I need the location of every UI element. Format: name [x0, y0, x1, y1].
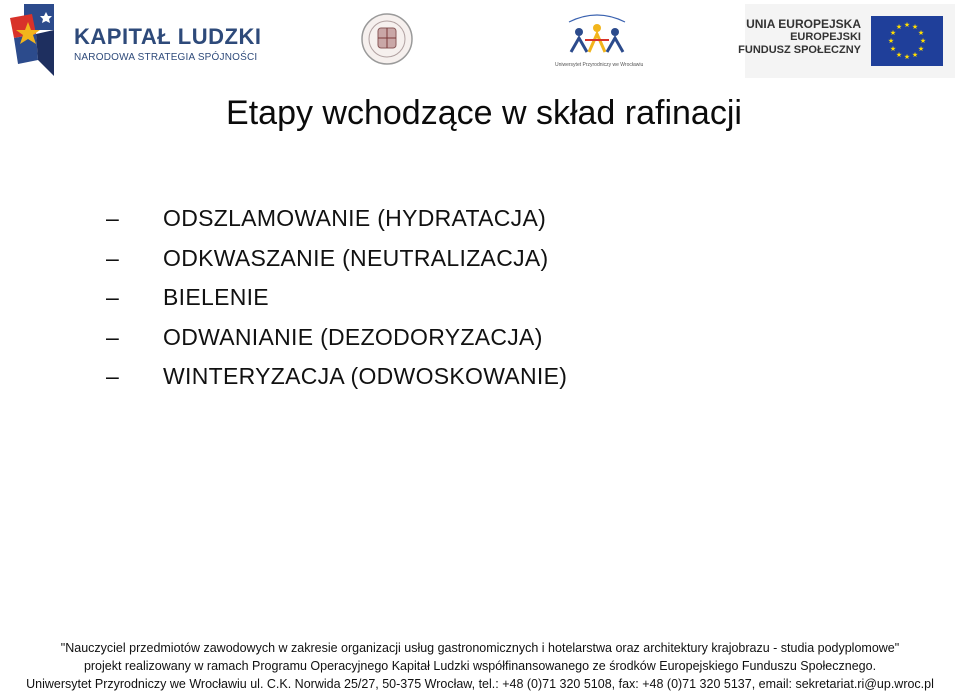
footer-line-3: Uniwersytet Przyrodniczy we Wrocławiu ul. C.K. Norwida 25/27, 50-375 Wrocław, tel.: +48 (0)71 320 5108, fax: +48 (0)71 320 5137, email: sekretariat.ri@up.wroc.pl [26, 677, 934, 691]
kapital-ludzki-star-icon [6, 4, 66, 76]
svg-text:★: ★ [895, 23, 903, 31]
bullet-dash: – [106, 323, 119, 350]
bullet-text: ODKWASZANIE (NEUTRALIZACJA) [163, 244, 549, 271]
bullet-dash: – [106, 284, 119, 310]
svg-text:★: ★ [917, 45, 925, 53]
university-seal-icon [360, 12, 414, 66]
nauk-logo [555, 10, 644, 72]
people-logo-icon [555, 10, 639, 62]
nauk-caption: Uniwersytet Przyrodniczy we Wrocławiu [555, 62, 644, 68]
eu-logo [738, 4, 955, 78]
footer-line-2: projekt realizowany w ramach Programu Operacyjnego Kapitał Ludzki współfinansowanego ze środków Europejskiego Funduszu Społecznego. [83, 659, 877, 673]
svg-text:★: ★ [911, 51, 919, 59]
bullet-text: BIELENIE [163, 284, 269, 310]
kapital-ludzki-subtitle: NARODOWA STRATEGIA SPÓJNOŚCI [74, 52, 258, 63]
bullet-dash: – [106, 244, 119, 271]
slide-title: Etapy wchodzące w skład rafinacji [226, 94, 742, 132]
footer [0, 639, 960, 693]
svg-text:★: ★ [889, 29, 897, 37]
bullet-text: WINTERYZACJA (ODWOSKOWANIE) [163, 363, 568, 389]
eu-text [738, 18, 861, 57]
eu-line-2: EUROPEJSKI [790, 31, 861, 43]
eu-flag-icon [871, 16, 943, 66]
bullet-dash: – [106, 205, 119, 231]
svg-text:★: ★ [903, 53, 911, 61]
svg-text:★: ★ [917, 29, 925, 37]
svg-text:★: ★ [889, 45, 897, 53]
logo-bar [0, 0, 960, 80]
kapital-ludzki-title: KAPITAŁ LUDZKI [74, 24, 262, 49]
svg-text:★: ★ [895, 51, 903, 59]
svg-text:★: ★ [887, 37, 895, 45]
eu-line-3: FUNDUSZ SPOŁECZNY [738, 44, 861, 56]
svg-text:★: ★ [919, 37, 927, 45]
kapital-ludzki-logo [6, 4, 262, 76]
bullet-text: ODSZLAMOWANIE (HYDRATACJA) [163, 205, 547, 231]
svg-text:★: ★ [903, 21, 911, 29]
svg-text:★: ★ [911, 23, 919, 31]
footer-line-1: "Nauczyciel przedmiotów zawodowych w zakresie organizacji usług gastronomicznych i hotelarstwa oraz architektury krajobrazu - studia podyplomowe" [60, 641, 900, 655]
bullet-dash: – [106, 363, 119, 389]
bullet-text: ODWANIANIE (DEZODORYZACJA) [163, 323, 543, 350]
eu-line-1: UNIA EUROPEJSKA [746, 17, 861, 31]
